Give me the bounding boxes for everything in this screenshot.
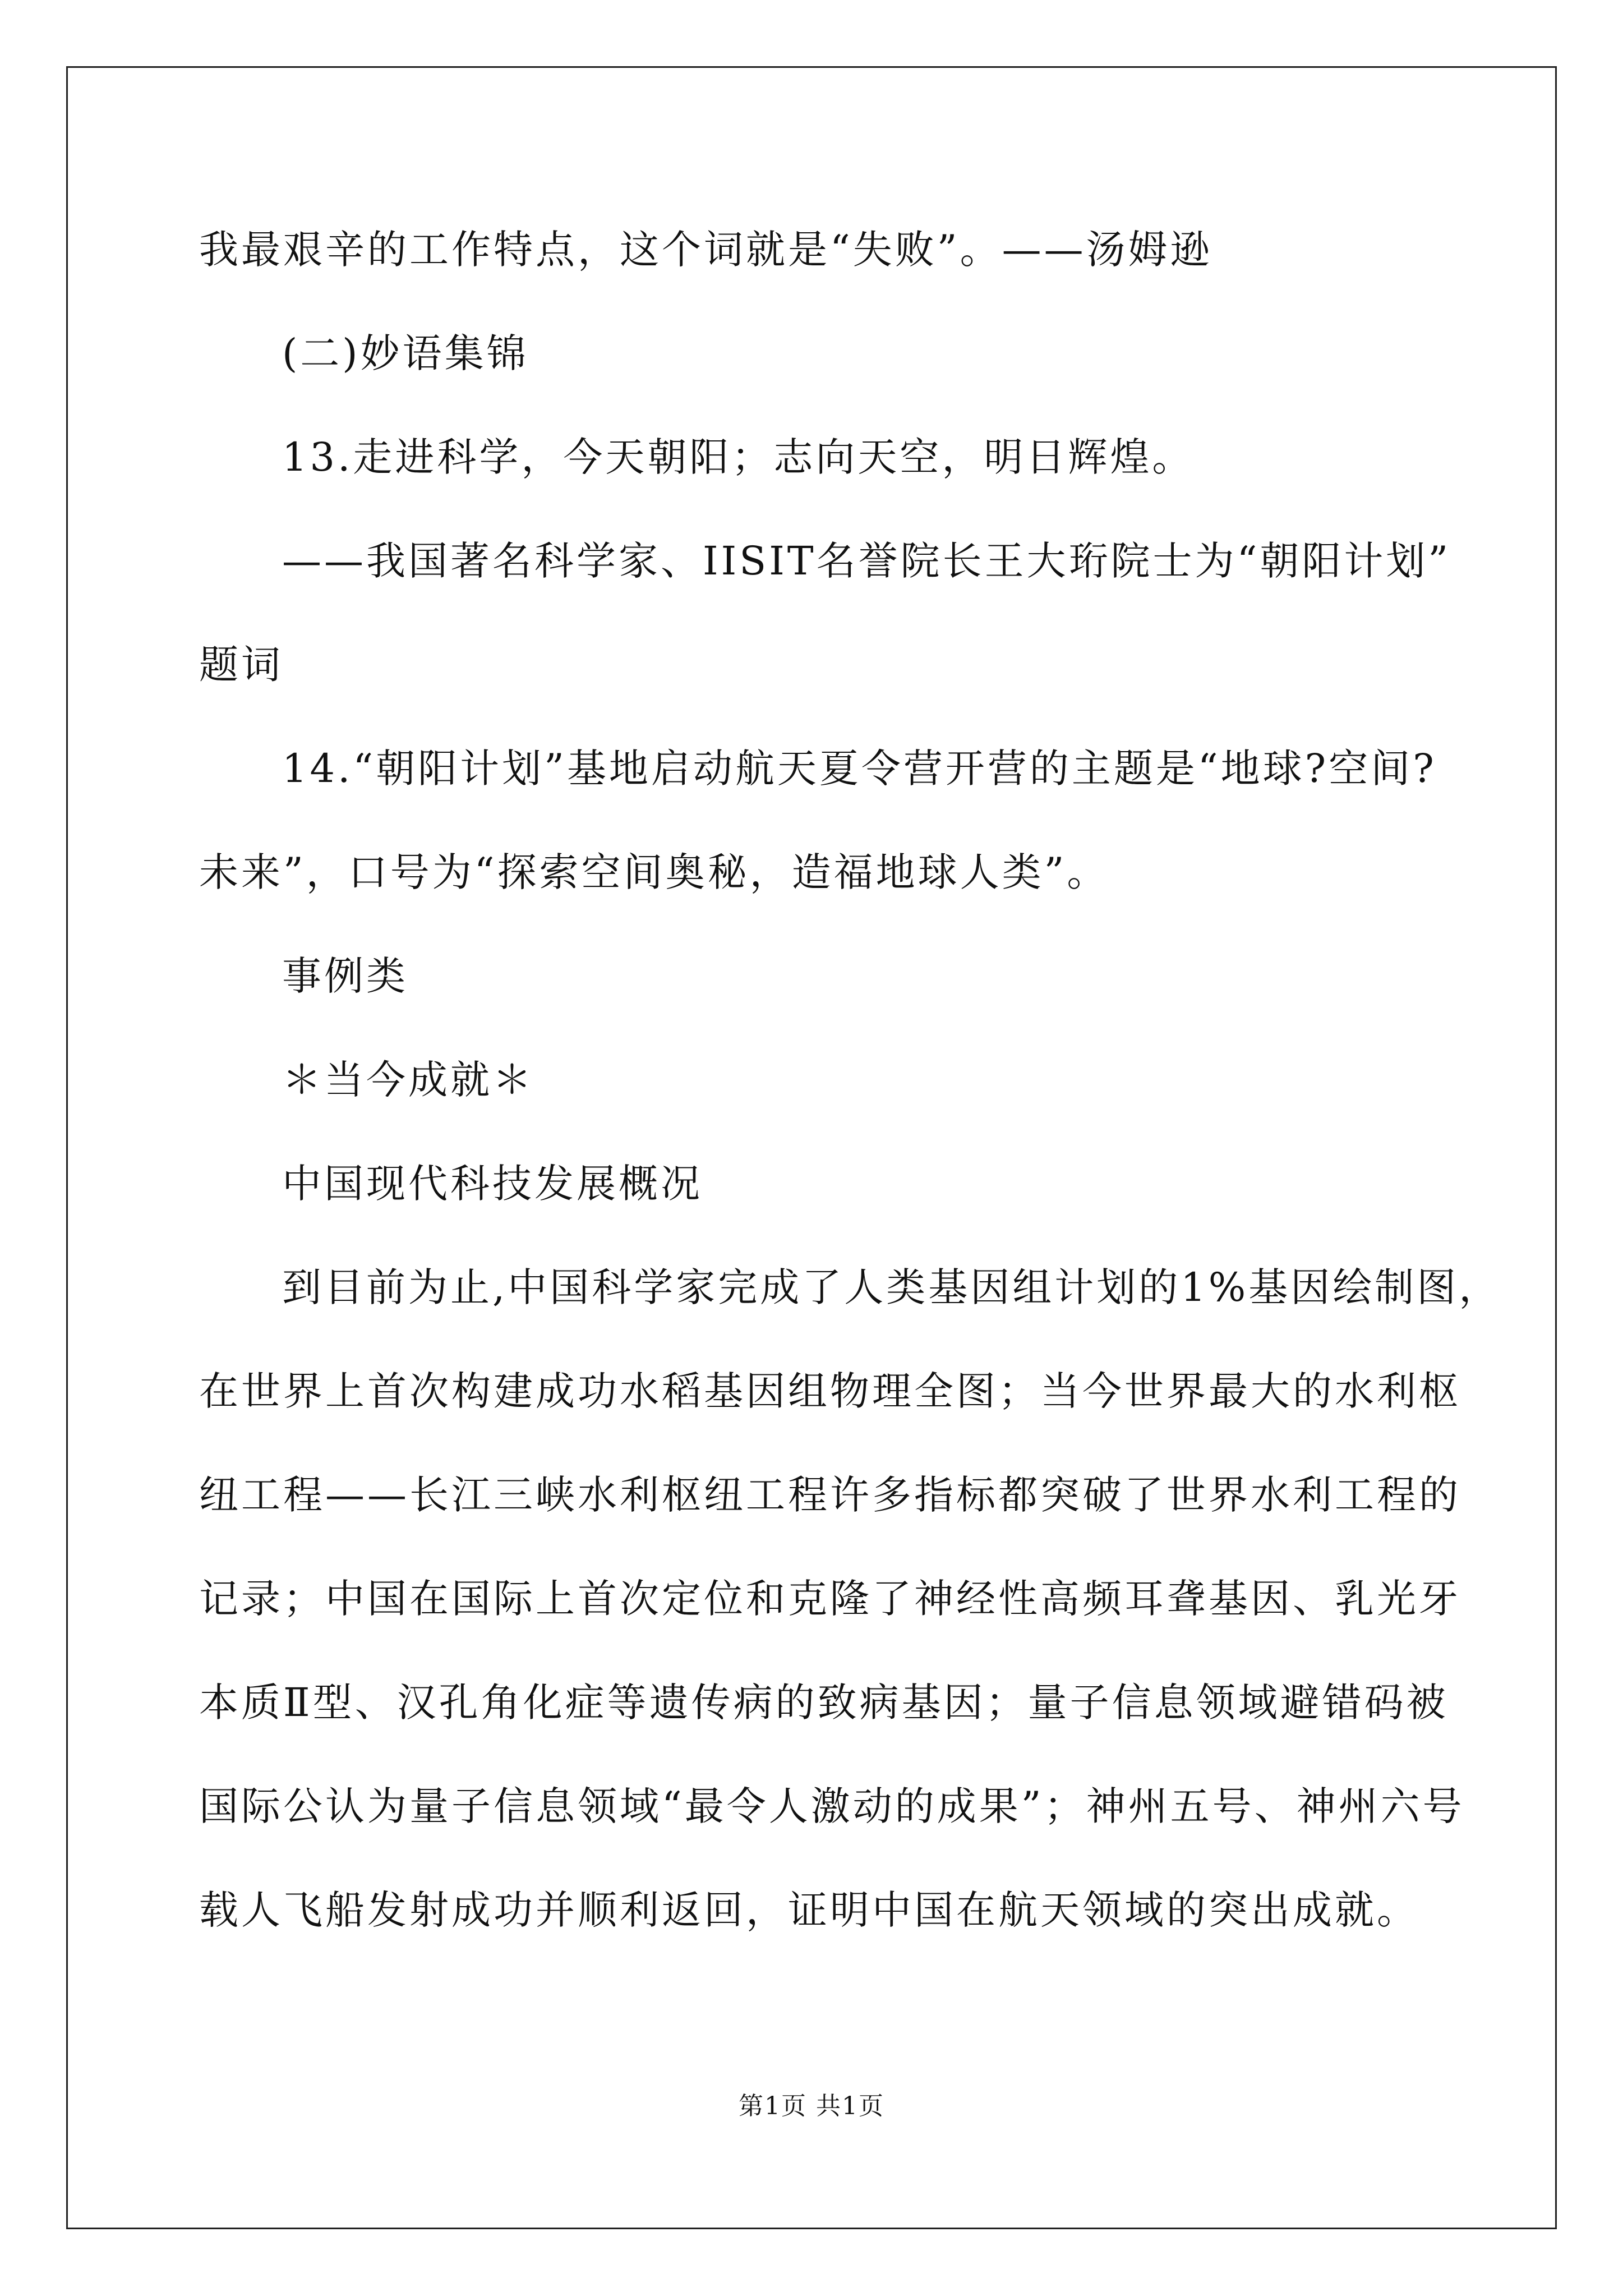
text-line-6: 14.“朝阳计划”基地启动航天夏令营开营的主题是“地球?空间? [282,746,1437,792]
text-line-17: 载人飞船发射成功并顺利返回，证明中国在航天领域的突出成就。 [199,1887,1419,1933]
text-line-4: ——我国著名科学家、IISIT名誉院长王大珩院士为“朝阳计划” [282,538,1451,584]
text-line-16: 国际公认为量子信息领域“最令人激动的成果”；神州五号、神州六号 [199,1783,1465,1829]
text-line-14: 记录；中国在国际上首次定位和克隆了神经性高频耳聋基因、乳光牙 [199,1576,1461,1622]
text-line-13: 纽工程——长江三峡水利枢纽工程许多指标都突破了世界水利工程的 [199,1472,1461,1518]
page-footer: 第1页 共1页 [739,2092,884,2120]
text-line-5: 题词 [199,642,283,688]
section-heading-quotes: (二)妙语集锦 [282,330,529,376]
topic-heading: 中国现代科技发展概况 [282,1161,703,1207]
text-line-3: 13.走进科学，今天朝阳；志向天空，明日辉煌。 [282,434,1195,480]
text-line-12: 在世界上首次构建成功水稻基因组物理全图；当今世界最大的水利枢 [199,1368,1461,1414]
subsection-heading-achievements: ＊当今成就＊ [282,1057,534,1103]
section-heading-examples: 事例类 [282,953,408,999]
text-line-1: 我最艰辛的工作特点，这个词就是“失败”。——汤姆逊 [199,227,1212,273]
text-line-7: 未来”，口号为“探索空间奥秘，造福地球人类”。 [199,849,1109,895]
text-line-11: 到目前为止,中国科学家完成了人类基因组计划的1%基因绘制图， [282,1264,1501,1310]
text-line-15: 本质Ⅱ型、汉孔角化症等遗传病的致病基因；量子信息领域避错码被 [199,1680,1449,1726]
